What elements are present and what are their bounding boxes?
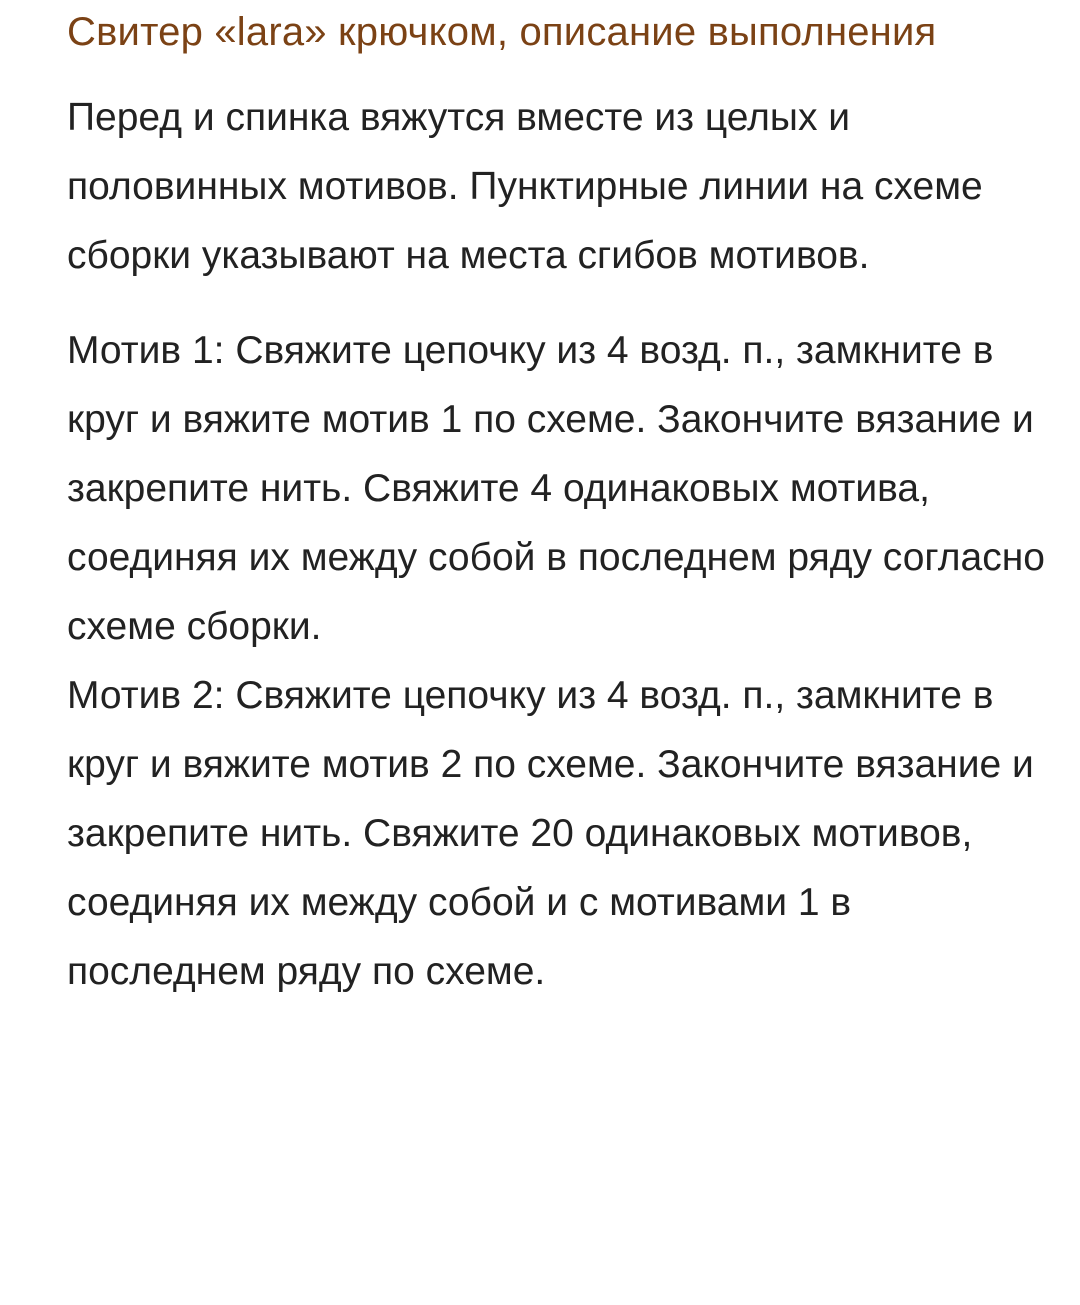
article bbox=[67, 8, 1047, 1006]
paragraph-motif-2: Мотив 2: Свяжите цепочку из 4 возд. п., замкните в круг и вяжите мотив 2 по схеме. Закончите вязание и закрепите нить. Свяжите 20 одинаковых мотивов, соединяя их между собой и с мотивами 1 в последнем ряду по схеме. bbox=[67, 674, 1034, 993]
paragraph-intro: Перед и спинка вяжутся вместе из целых и половинных мотивов. Пунктирные линии на схеме сборки указывают на места сгибов мотивов. bbox=[67, 96, 983, 277]
paragraph-motif-1: Мотив 1: Свяжите цепочку из 4 возд. п., замкните в круг и вяжите мотив 1 по схеме. Закончите вязание и закрепите нить. Свяжите 4 одинаковых мотива, соединяя их между собой в последнем ряду согласно схеме сборки. bbox=[67, 329, 1045, 648]
article-title: Свитер «lara» крючком, описание выполнения bbox=[67, 10, 937, 54]
